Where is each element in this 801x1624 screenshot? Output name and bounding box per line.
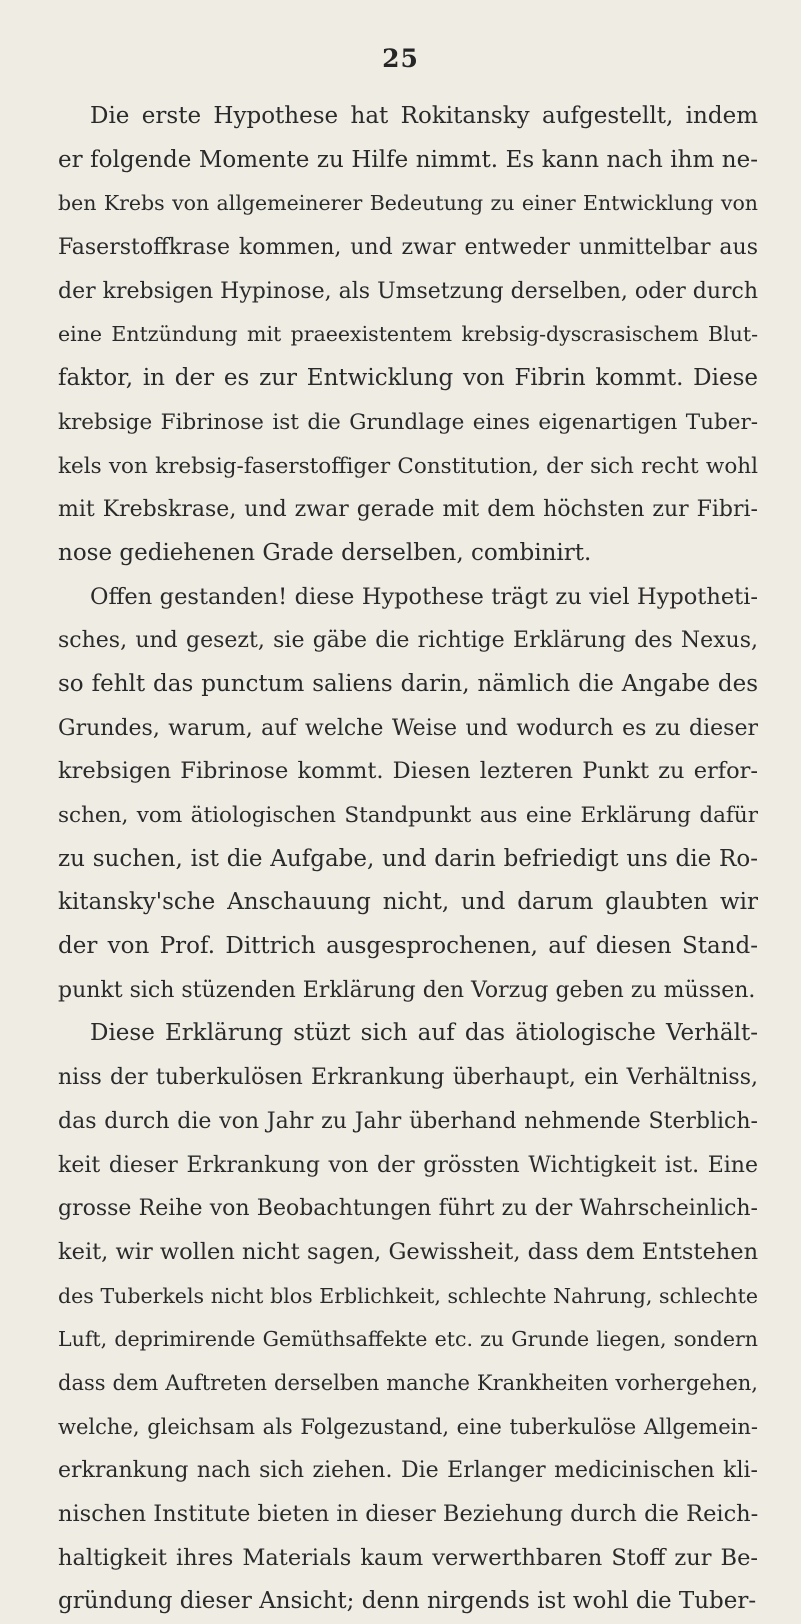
text-line: Luft, deprimirende Gemüthsaffekte etc. zu Grunde liegen, sondern: [58, 1327, 758, 1352]
text-line: Faserstoffkrase kommen, und zwar entweder unmittelbar aus: [58, 235, 758, 261]
text-line: Grundes, warum, auf welche Weise und wodurch es zu dieser: [58, 715, 758, 741]
body-text: [58, 95, 758, 1624]
text-line: zu suchen, ist die Aufgabe, und darin befriedigt uns die Ro-: [58, 845, 758, 872]
text-line: das durch die von Jahr zu Jahr überhand nehmende Sterblich-: [58, 1108, 758, 1134]
text-line: mit Krebskrase, und zwar gerade mit dem höchsten zur Fibri-: [58, 497, 758, 523]
text-line: dass dem Auftreten derselben manche Krankheiten vorhergehen,: [58, 1370, 758, 1395]
text-line: sches, und gesezt, sie gäbe die richtige Erklärung des Nexus,: [58, 628, 758, 654]
text-line: er folgende Momente zu Hilfe nimmt. Es kann nach ihm ne-: [58, 146, 758, 173]
text-line: kitansky'sche Anschauung nicht, und darum glaubten wir: [58, 889, 758, 916]
text-line: keit dieser Erkrankung von der grössten Wichtigkeit ist. Eine: [58, 1152, 758, 1178]
text-line: keit, wir wollen nicht sagen, Gewissheit, dass dem Entstehen: [58, 1238, 758, 1265]
text-line: schen, vom ätiologischen Standpunkt aus eine Erklärung dafür: [58, 803, 758, 828]
text-line: Die erste Hypothese hat Rokitansky aufgestellt, indem: [90, 103, 758, 129]
text-line: Offen gestanden! diese Hypothese trägt zu viel Hypotheti-: [90, 583, 758, 610]
text-line: grosse Reihe von Beobachtungen führt zu der Wahrscheinlich-: [58, 1196, 758, 1222]
text-line: welche, gleichsam als Folgezustand, eine tuberkulöse Allgemein-: [58, 1414, 758, 1439]
text-line: des Tuberkels nicht blos Erblichkeit, schlechte Nahrung, schlechte: [58, 1283, 758, 1308]
text-line: so fehlt das punctum saliens darin, nämlich die Angabe des: [58, 670, 758, 697]
text-line: nose gediehenen Grade derselben, combinirt.: [58, 539, 592, 566]
text-line: krebsige Fibrinose ist die Grundlage eines eigenartigen Tuber-: [58, 409, 758, 435]
text-line: punkt sich stüzenden Erklärung den Vorzug geben zu müssen.: [58, 977, 756, 1003]
text-line: Diese Erklärung stüzt sich auf das ätiologische Verhält-: [90, 1020, 758, 1047]
text-line: krebsigen Fibrinose kommt. Diesen lezteren Punkt zu erfor-: [58, 758, 758, 785]
text-line: gründung dieser Ansicht; denn nirgends ist wohl die Tuber-: [58, 1588, 757, 1615]
text-line: faktor, in der es zur Entwicklung von Fibrin kommt. Diese: [58, 365, 758, 392]
text-line: kels von krebsig-faserstoffiger Constitution, der sich recht wohl: [58, 453, 758, 479]
text-line: der krebsigen Hypinose, als Umsetzung derselben, oder durch: [58, 278, 758, 304]
text-line: ben Krebs von allgemeinerer Bedeutung zu einer Entwicklung von: [58, 191, 758, 216]
text-line: der von Prof. Dittrich ausgesprochenen, auf diesen Stand-: [58, 933, 758, 960]
text-line: haltigkeit ihres Materials kaum verwerthbaren Stoff zur Be-: [58, 1544, 758, 1571]
text-line: eine Entzündung mit praeexistentem krebsig-dyscrasischem Blut-: [58, 322, 758, 347]
text-line: niss der tuberkulösen Erkrankung überhaupt, ein Verhältniss,: [58, 1065, 758, 1091]
text-line: nischen Institute bieten in dieser Beziehung durch die Reich-: [58, 1501, 758, 1527]
page-number: 25: [382, 44, 419, 73]
text-line: erkrankung nach sich ziehen. Die Erlanger medicinischen kli-: [58, 1458, 758, 1484]
